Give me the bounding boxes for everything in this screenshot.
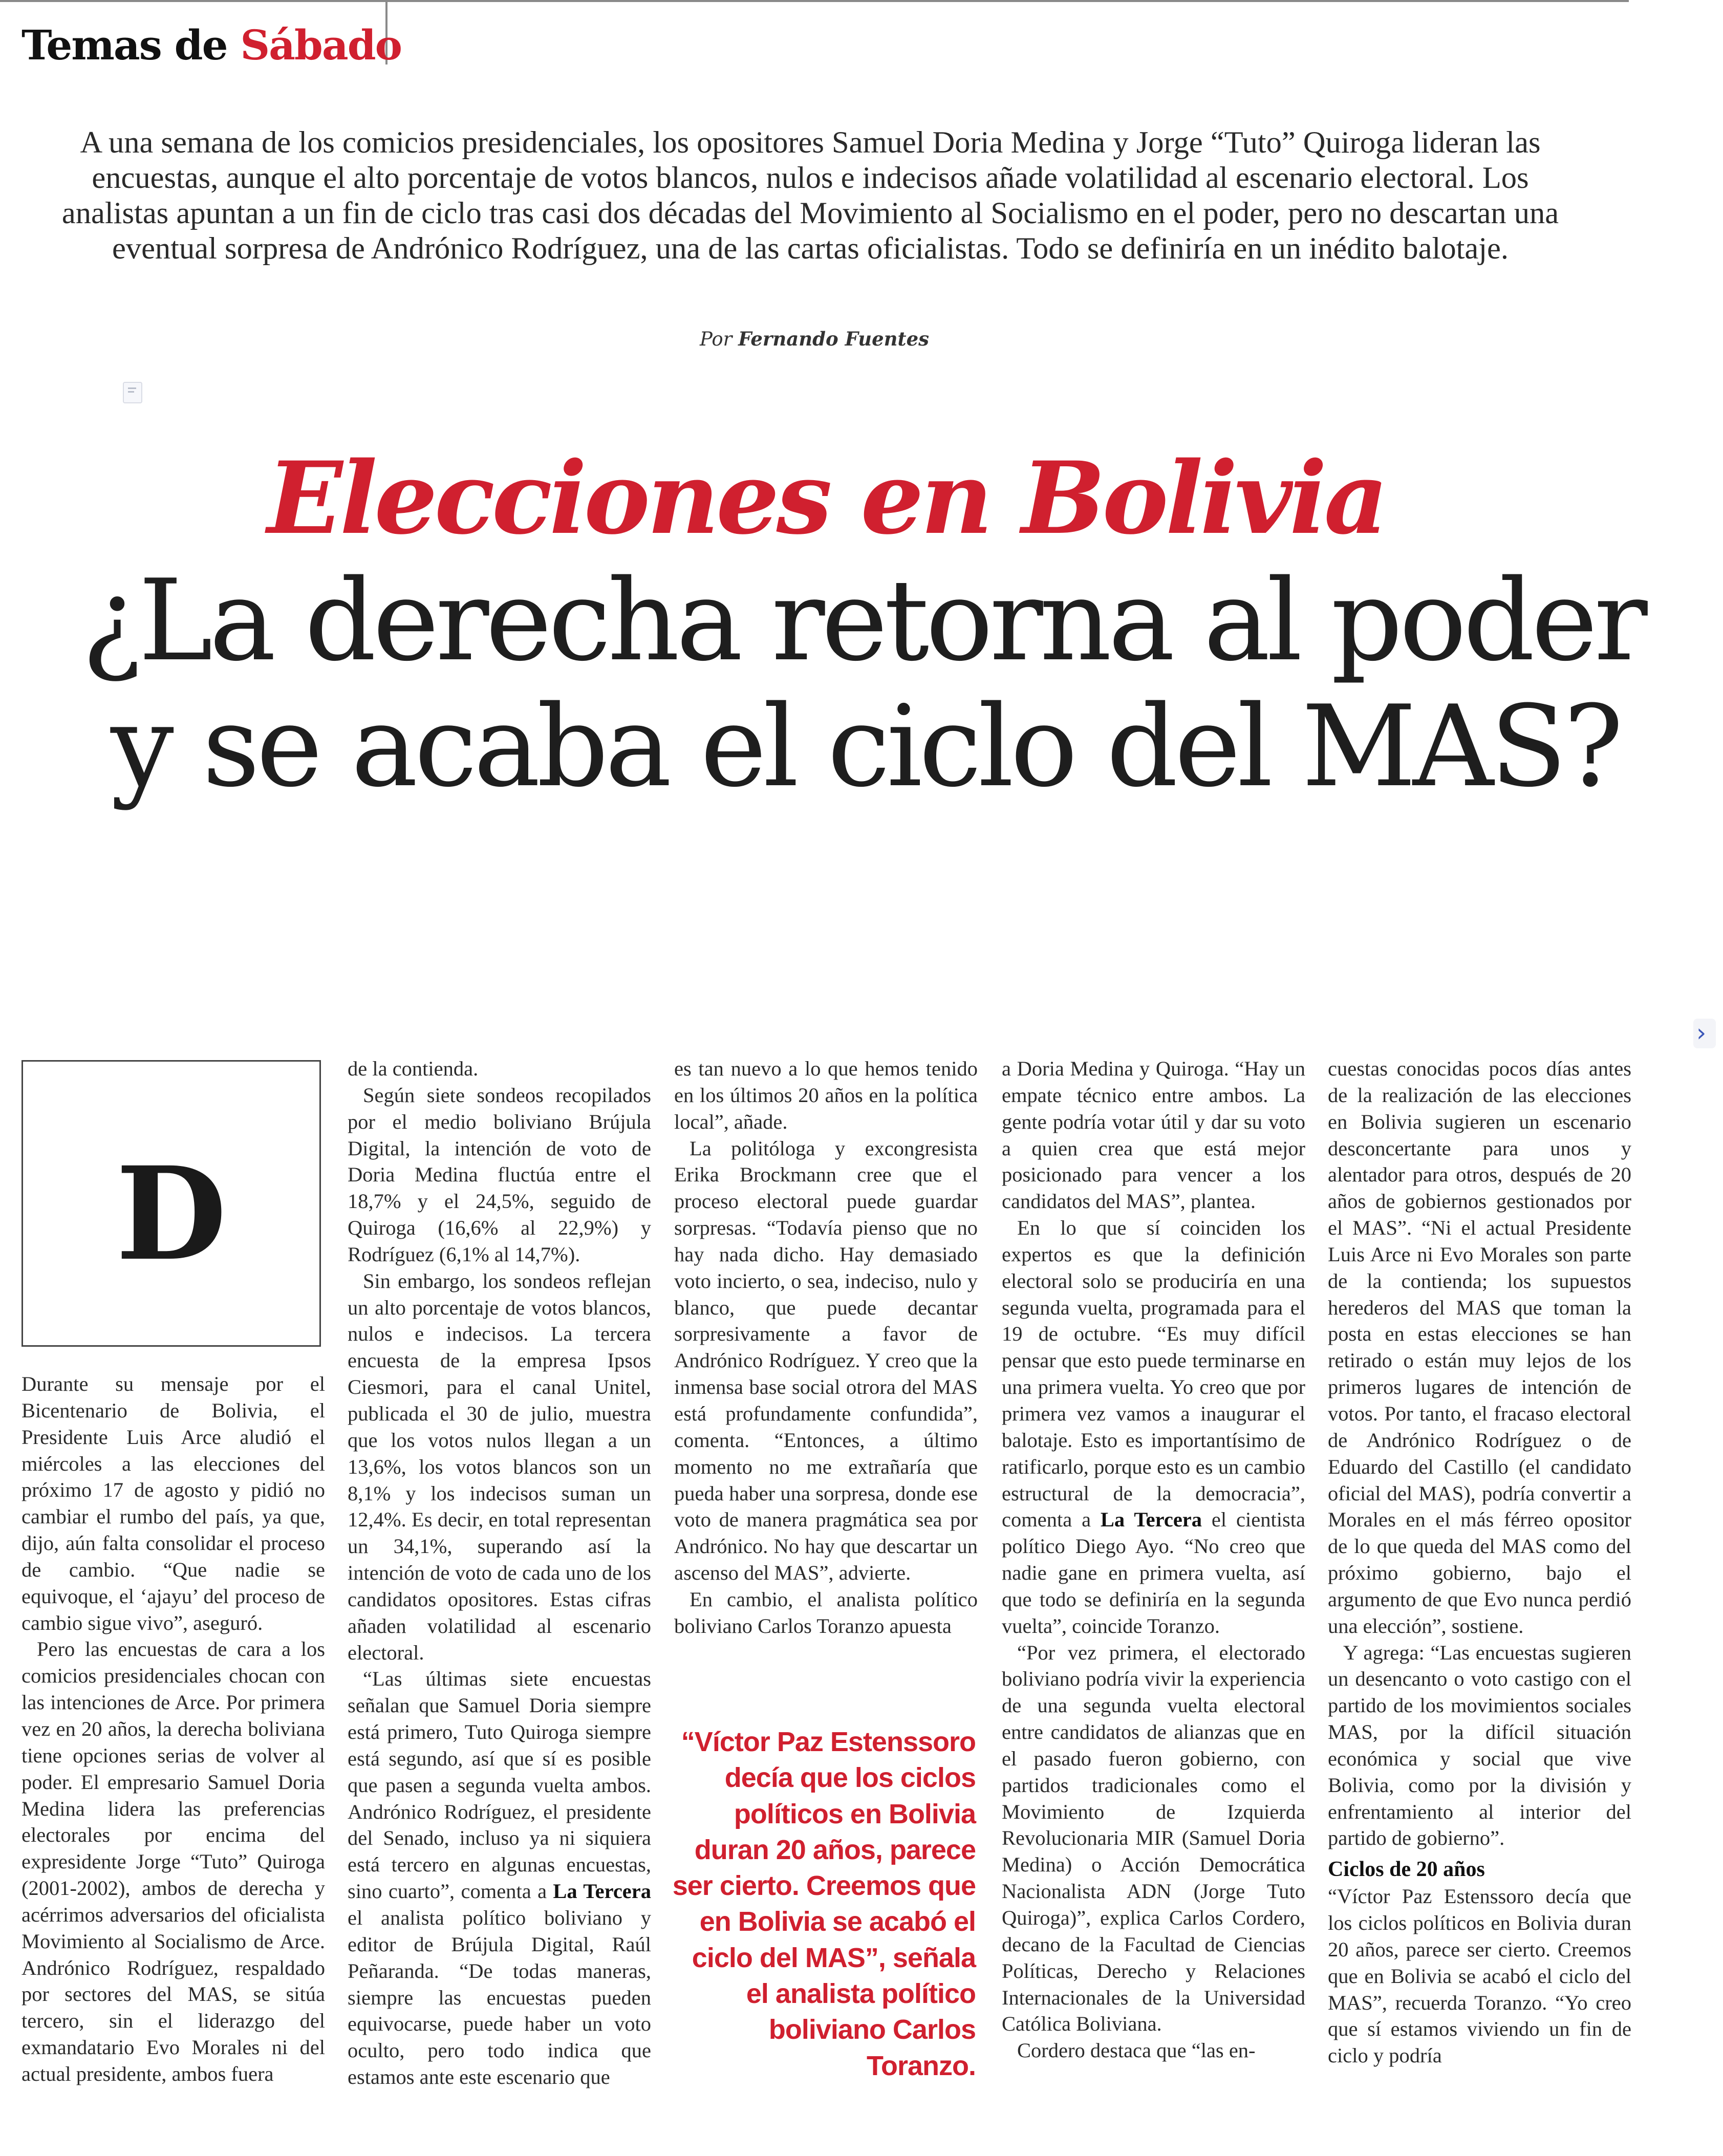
headline-line-1: ¿La derecha retorna al poder [82, 555, 1644, 686]
text-run: “Las últimas siete encuestas señalan que Samuel Doria siempre está primero, Tuto Quiroga siempre está segundo, así que sí es posible que pasen a segunda vuelta ambos. Andrónico Rodríguez, el presidente del Senado, incluso ya ni siquiera está tercero en algunas encuestas, sino cuarto”, comenta a [348, 1667, 651, 1903]
newspaper-name: La Tercera [553, 1880, 651, 1903]
paragraph: Cordero destaca que “las en- [1017, 2039, 1256, 2062]
text-run: En lo que sí coinciden los expertos es que la definición electoral solo se produciría en una segunda vuelta, programada para el 19 de octubre. “Es muy difícil pensar que esto puede terminarse en una primera vuelta. Yo creo que por primera vez vamos a inaugurar el balotaje. Esto es importantísimo de ratificarlo, porque esto es un cambio estructural de la democracia”, comenta a [1002, 1216, 1305, 1532]
body-column-4 [1002, 1055, 1305, 2064]
paragraph: Y agrega: “Las encuestas sugieren un desencanto o voto castigo con el partido de los movimientos sociales MAS, por la difícil situación económica y social que vive Bolivia, como por la división y enfrentamiento al interior del partido de gobierno”. [1328, 1641, 1631, 1850]
paragraph: Pero las encuestas de cara a los comicios presidenciales chocan con las intenciones de Arce. Por primera vez en 20 años, la derecha boliviana tiene opciones serias de volver al poder. El empresario Samuel Doria Medina lidera las preferencias electorales por encima del expresidente Jorge “Tuto” Quiroga (2001-2002), ambos de derecha y acérrimos adversarios del oficialista Movimiento al Socialismo de Arce. Andrónico Rodríguez, respaldado por sectores del MAS, se sitúa tercero, sin el liderazgo del exmandatario Evo Morales ni del actual presidente, ambos fuera [21, 1637, 325, 2085]
body-column-5 [1328, 1055, 1631, 2069]
paragraph: es tan nuevo a lo que hemos tenido en los últimos 20 años en la política local”, añade. [674, 1057, 978, 1133]
section-label-main: Temas de [21, 21, 241, 69]
byline-prefix: Por [699, 328, 739, 350]
kicker: Elecciones en Bolivia [267, 440, 1386, 556]
text-run: el analista político boliviano y editor de Brújula Digital, Raúl Peñaranda. “De todas maneras, siempre las encuestas pueden equivocarse, puede haber un voto oculto, pero todo indica que estamos ante este escenario que [348, 1906, 651, 2089]
drop-cap: D [116, 1138, 227, 1289]
paragraph: La politóloga y excongresista Erika Brockmann cree que el proceso electoral puede guardar sorpresas. “Todavía pienso que no hay nada dicho. Hay demasiado voto incierto, o sea, indeciso, nulo y blanco, que puede decantar sorpresivamente a favor de Andrónico Rodríguez. Y creo que la inmensa base social otrora del MAS está profundamente confundida”, comenta. “Entonces, a último momento no me extrañaría que pueda haber una sorpresa, donde ese voto de manera pragmática sea por Andrónico. No hay que descartar un ascenso del MAS”, advierte. [674, 1136, 978, 1585]
paragraph [348, 1666, 651, 2090]
paragraph: Durante su mensaje por el Bicentenario de Bolivia, el Presidente Luis Arce aludió el miércoles a las elecciones del próximo 17 de agosto y pidió no cambiar el rumbo del país, ya que, dijo, aún falta consolidar el proceso de cambio. “Que nadie se equivoque, el ‘ajayu’ del proceso de cambio sigue vivo”, aseguró. [21, 1372, 325, 1634]
body-column-3 [674, 1055, 978, 1640]
body-column-2 [348, 1055, 651, 2090]
headline-line-2: y se acaba el ciclo del MAS? [111, 681, 1620, 812]
chevron-right-icon: › [1696, 1019, 1707, 1047]
byline [0, 328, 1629, 350]
paragraph: En cambio, el analista político boliviano Carlos Toranzo apuesta [674, 1587, 978, 1637]
subheading: Ciclos de 20 años [1328, 1858, 1485, 1882]
paragraph: “Víctor Paz Estenssoro decía que los ciclos políticos en Bolivia duran 20 años, parece ser cierto. Creemos que en Bolivia se acabó el ciclo del MAS”, recuerda Toranzo. “Yo creo que sí estamos viviendo un fin de ciclo y podría [1328, 1885, 1631, 2067]
paragraph [1002, 1215, 1305, 1640]
body-column-1 [21, 1371, 325, 2087]
section-label [21, 19, 401, 71]
byline-author: Fernando Fuentes [738, 328, 930, 350]
text-run: el cientista político Diego Ayo. “No creo que nadie gane en primera vuelta, así que todo se definiría en la segunda vuelta”, coincide Toranzo. [1002, 1508, 1305, 1637]
article-lede: A una semana de los comicios presidenciales, los opositores Samuel Doria Medina y Jorge “Tuto” Quiroga lideran las encuestas, aunque el alto porcentaje de votos blancos, nulos e indecisos añade volatilidad al escenario electoral. Los analistas apuntan a un fin de ciclo tras casi dos décadas del Movimiento al Socialismo en el poder, pero no descartan una eventual sorpresa de Andrónico Rodríguez, una de las cartas oficialistas. Todo se definiría en un inédito balotaje. [61, 125, 1559, 266]
paragraph: “Por vez primera, el electorado boliviano podría vivir la experiencia de una segunda vuelta electoral entre candidatos de alianzas que en el pasado fueron gobierno, con partidos tradicionales como el Movimiento de Izquierda Revolucionaria MIR (Samuel Doria Medina) o Acción Democrática Nacionalista ADN (Jorge Tuto Quiroga)”, explica Carlos Cordero, decano de la Facultad de Ciencias Políticas, Derecho y Relaciones Internacionales de la Universidad Católica Boliviana. [1002, 1641, 1305, 2036]
next-page-button[interactable] [1693, 1019, 1716, 1048]
paragraph: cuestas conocidas pocos días antes de la realización de las elecciones en Bolivia sugieren un escenario desconcertante para unos y alentador para otros, después de 20 años de gobiernos gestionados por el MAS”. “Ni el actual Presidente Luis Arce ni Evo Morales son parte de la contienda; los supuestos herederos del MAS que toman la posta en estas elecciones se han retirado o están muy lejos de los primeros lugares de intención de votos. Por tanto, el fracaso electoral de Andrónico Rodríguez o de Eduardo del Castillo (el candidato oficial del MAS), podría convertir a Morales en el más férreo opositor de lo que queda del MAS como del próximo gobierno, bajo el argumento de que Evo nunca perdió una elección”, sostiene. [1328, 1057, 1631, 1637]
paragraph: a Doria Medina y Quiroga. “Hay un empate técnico entre ambos. La gente podría votar útil y dar su voto a quien crea que está mejor posicionado para vencer a los candidatos del MAS”, plantea. [1002, 1057, 1305, 1213]
top-rule [0, 0, 1629, 2]
paragraph: de la contienda. [348, 1057, 479, 1080]
paragraph: Según siete sondeos recopilados por el medio boliviano Brújula Digital, la intención de voto de Doria Medina fluctúa entre el 18,7% y el 24,5%, seguido de Quiroga (16,6% al 22,9%) y Rodríguez (6,1% al 14,7%). [348, 1083, 651, 1266]
note-icon[interactable] [123, 382, 142, 403]
headline [82, 555, 1644, 812]
paragraph: Sin embargo, los sondeos reflejan un alto porcentaje de votos blancos, nulos e indecisos. La tercera encuesta de la empresa Ipsos Ciesmori, para el canal Unitel, publicada el 30 de julio, muestra que los votos nulos llegan a un 13,6%, los votos blancos son un 8,1% y los indecisos suman un 12,4%. Es decir, en total representan un 34,1%, superando así la intención de voto de cada uno de los candidatos opositores. Estas cifras añaden volatilidad al escenario electoral. [348, 1269, 651, 1664]
pull-quote: “Víctor Paz Estenssoro decía que los ciclos políticos en Bolivia duran 20 años, parece ser cierto. Creemos que en Bolivia se acabó el ciclo del MAS”, señala el analista político boliviano Carlos Toranzo. [672, 1727, 976, 2081]
newspaper-name: La Tercera [1100, 1508, 1202, 1532]
section-label-accent: Sábado [240, 21, 401, 69]
drop-cap-box [21, 1060, 321, 1347]
